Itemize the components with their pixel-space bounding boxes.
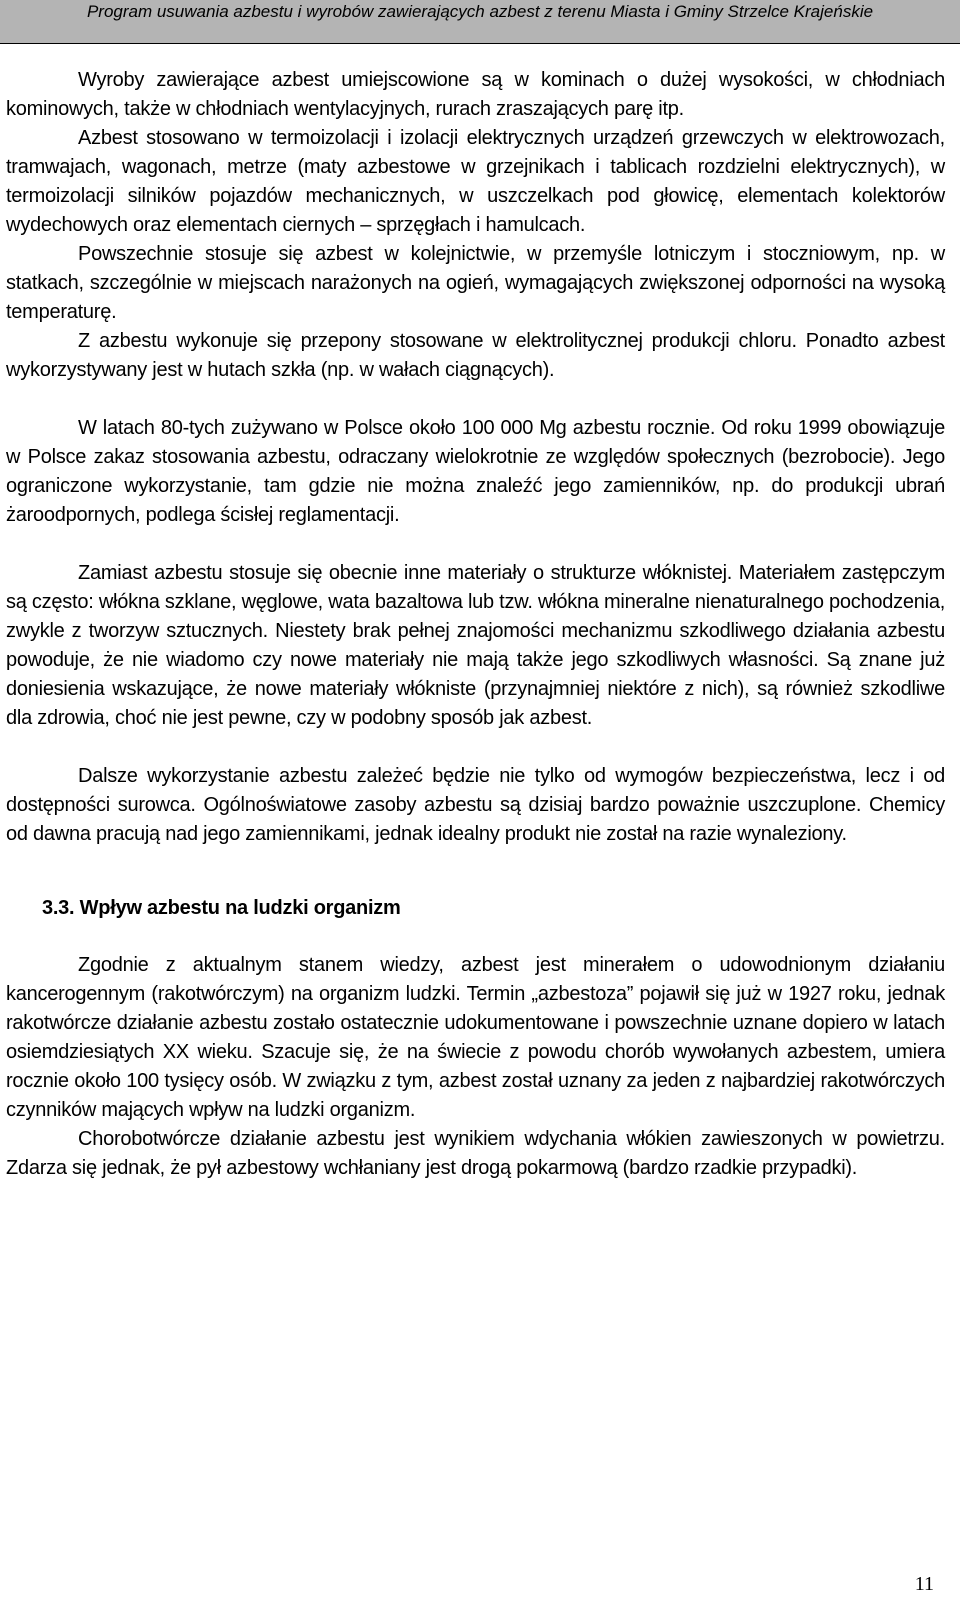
paragraph-thermal-insulation: Azbest stosowano w termoizolacji i izolacji elektrycznych urządzeń grzewczych w elektrowozach, tramwajach, wagonach, metrze (maty azbestowe w grzejnikach i tablicach rozdzielni elektrycznych), w termoizolacji silników pojazdów mechanicznych, w uszczelkach pod głowicę, elementach kolektorów wydechowych oraz elementach ciernych – sprzęgłach i hamulcach. [6, 127, 945, 236]
paragraph-substitutes: Zamiast azbestu stosuje się obecnie inne materiały o strukturze włóknistej. Materiałem zastępczym są często: włókna szklane, węglowe, wata bazaltowa lub tzw. włókna mineralne nienaturalnego pochodzenia, zwykle z tworzyw sztucznych. Niestety brak pełnej znajomości mechanizmu szkodliwego działania azbestu powoduje, że nie wiadomo czy nowe materiały nie mają także jego szkodliwych własności. Są znane już doniesienia wskazujące, że nowe materiały włókniste (przynajmniej niektóre z nich), są również szkodliwe dla zdrowia, choć nie jest pewne, czy w podobny sposób jak azbest. [6, 562, 946, 729]
running-header [0, 0, 960, 44]
spacer [0, 849, 960, 894]
paragraph-chimneys: Wyroby zawierające azbest umiejscowione są w kominach o dużej wysokości, w chłodniach kominowych, także w chłodniach wentylacyjnych, rurach zraszających parę itp. [6, 69, 945, 120]
page-body [0, 66, 960, 1183]
spacer [0, 530, 960, 559]
header-title: Program usuwania azbestu i wyrobów zawierających azbest z terenu Miasta i Gminy Strzelce Krajeńskie [86, 2, 874, 21]
paragraph-carcinogenic: Zgodnie z aktualnym stanem wiedzy, azbest jest minerałem o udowodnionym działaniu kancerogennym (rakotwórczym) na organizm ludzki. Termin „azbestoza” pojawił się już w 1927 roku, jednak rakotwórcze działanie azbestu zostało ostatecznie udokumentowane i powszechnie uznane dopiero w latach osiemdziesiątych XX wieku. Szacuje się, że na świecie z powodu chorób wywołanych azbestem, umiera rocznie około 100 tysięcy osób. W związku z tym, azbest został uznany za jeden z najbardziej rakotwórczych czynników mających wpływ na ludzki organizm. [6, 954, 945, 1121]
paragraph-usage-poland: W latach 80-tych zużywano w Polsce około 100 000 Mg azbestu rocznie. Od roku 1999 obowiązuje w Polsce zakaz stosowania azbestu, odraczany wielokrotnie ze względów społecznych (bezrobocie). Jego ograniczone wykorzystanie, tam gdzie nie można znaleźć jego zamienników, np. do produkcji ubrań żaroodpornych, podlega ścisłej reglamentacji. [6, 417, 945, 526]
page-number: 11 [914, 1573, 934, 1595]
paragraph-inhalation: Chorobotwórcze działanie azbestu jest wynikiem wdychania włókien zawieszonych w powietrzu. Zdarza się jednak, że pył azbestowy wchłaniany jest drogą pokarmową (bardzo rzadkie przypadki). [6, 1128, 945, 1179]
section-heading: 3.3. Wpływ azbestu na ludzki organizm [42, 897, 401, 919]
paragraph-future-use: Dalsze wykorzystanie azbestu zależeć będzie nie tylko od wymogów bezpieczeństwa, lecz i od dostępności surowca. Ogólnoświatowe zasoby azbestu są dzisiaj bardzo poważnie uszczuplone. Chemicy od dawna pracują nad jego zamiennikami, jednak idealny produkt nie został na razie wynaleziony. [6, 765, 945, 845]
spacer [0, 923, 960, 951]
spacer [0, 385, 960, 414]
paragraph-chlorine-glass: Z azbestu wykonuje się przepony stosowane w elektrolitycznej produkcji chloru. Ponadto azbest wykorzystywany jest w hutach szkła (np. w wałach ciągnących). [6, 330, 945, 381]
spacer [0, 733, 960, 762]
paragraph-railway-aviation: Powszechnie stosuje się azbest w kolejnictwie, w przemyśle lotniczym i stoczniowym, np. w statkach, szczególnie w miejscach narażonych na ogień, wymagających zwiększonej odporności na wysoką temperaturę. [6, 243, 945, 323]
